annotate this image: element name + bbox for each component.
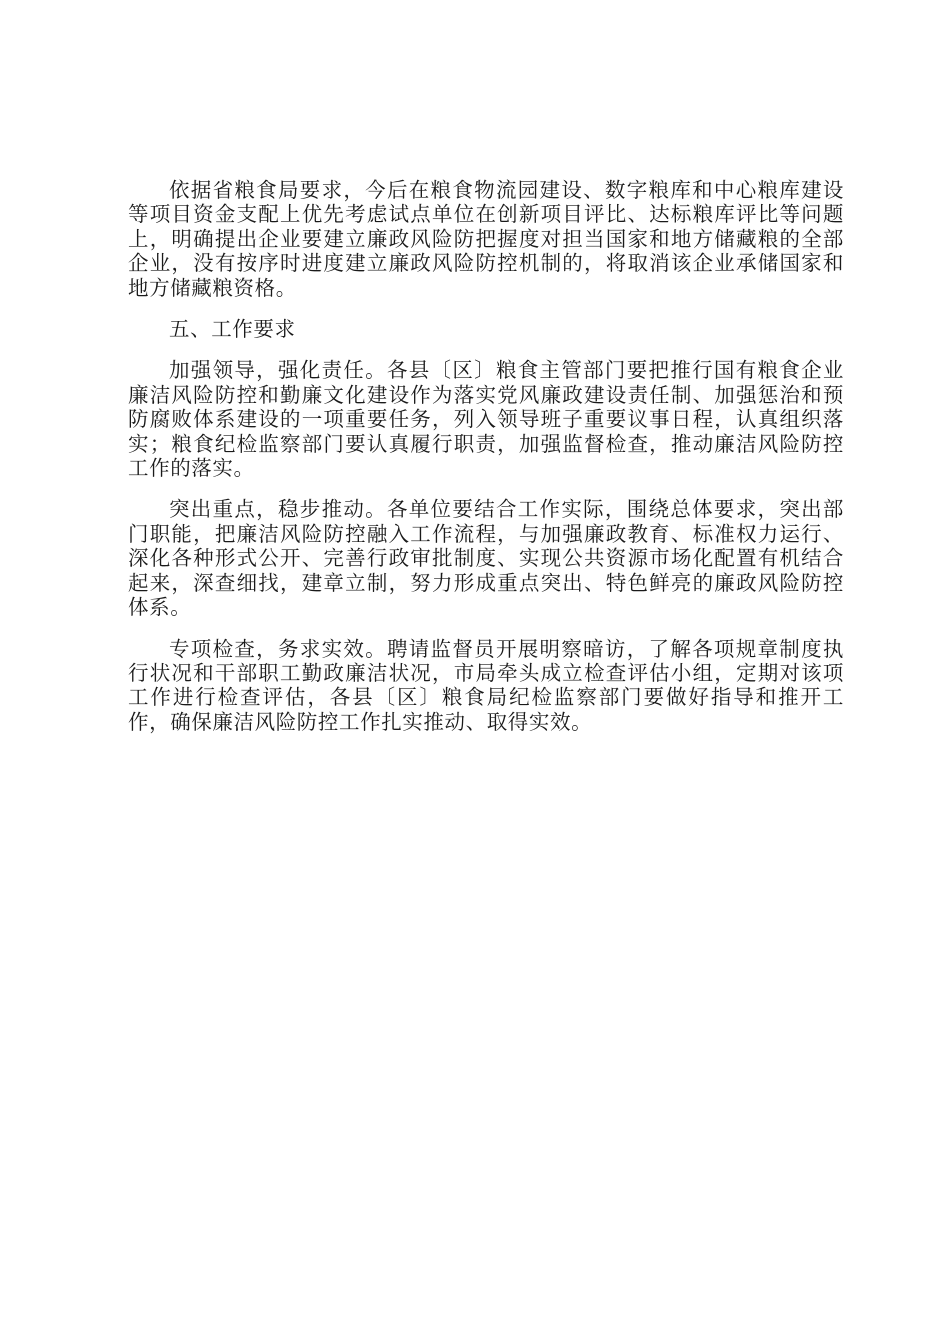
paragraph-highlight-focus: 突出重点，稳步推动。各单位要结合工作实际，围绕总体要求，突出部门职能，把廉洁风险防控融入工作流程，与加强廉政教育、标准权力运行、深化各种形式公开、完善行政审批制度、实现公共资源市场化配置有机结合起来，深查细找，建章立制，努力形成重点突出、特色鲜亮的廉政风险防控体系。: [128, 497, 844, 620]
section-heading-work-requirements: 五、工作要求: [169, 317, 296, 342]
paragraph-strengthen-leadership: 加强领导，强化责任。各县〔区〕粮食主管部门要把推行国有粮食企业廉洁风险防控和勤廉文化建设作为落实党风廉政建设责任制、加强惩治和预防腐败体系建设的一项重要任务，列入领导班子重要议事日程，认真组织落实；粮食纪检监察部门要认真履行职责，加强监督检查，推动廉洁风险防控工作的落实。: [128, 358, 844, 481]
paragraph-special-inspection: 专项检查，务求实效。聘请监督员开展明察暗访，了解各项规章制度执行状况和干部职工勤政廉洁状况，市局牵头成立检查评估小组，定期对该项工作进行检查评估，各县〔区〕粮食局纪检监察部门要做好指导和推开工作，确保廉洁风险防控工作扎实推动、取得实效。: [128, 636, 844, 734]
document-body: [128, 178, 844, 751]
paragraph-priority-support: 依据省粮食局要求，今后在粮食物流园建设、数字粮库和中心粮库建设等项目资金支配上优先考虑试点单位在创新项目评比、达标粮库评比等问题上，明确提出企业要建立廉政风险防把握度对担当国家和地方储藏粮的全部企业，没有按序时进度建立廉政风险防控机制的，将取消该企业承储国家和地方储藏粮资格。: [128, 178, 844, 300]
